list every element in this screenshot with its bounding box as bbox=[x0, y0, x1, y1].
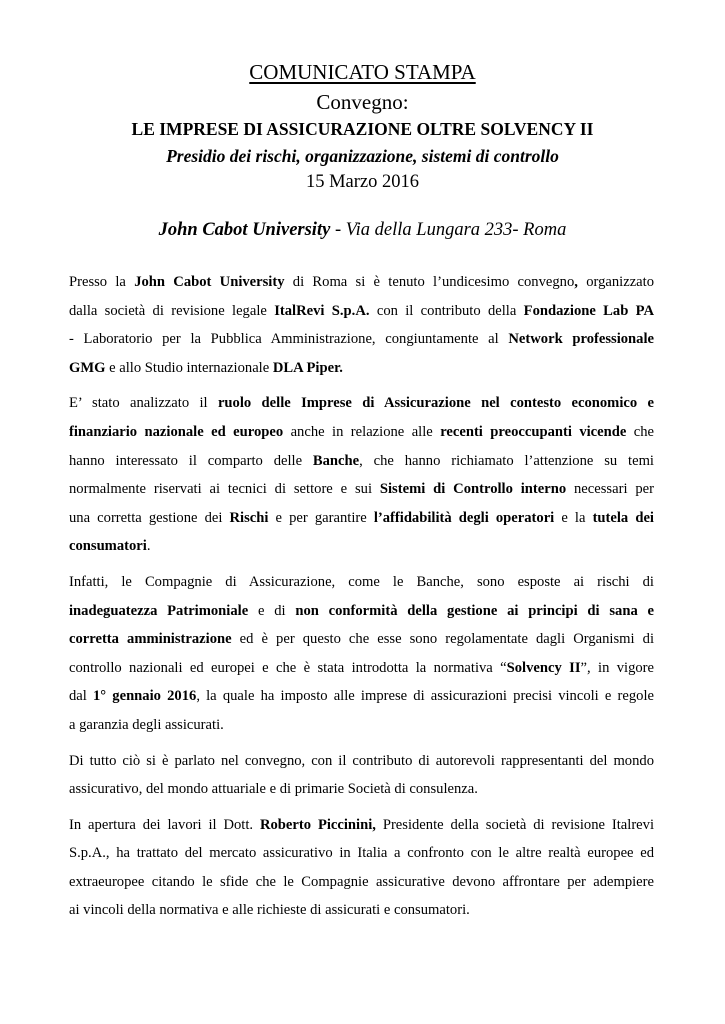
bold-text: Sistemi di Controllo interno bbox=[379, 481, 567, 498]
conference-date: 15 Marzo 2016 bbox=[305, 172, 420, 192]
text-run: . bbox=[146, 538, 151, 555]
bold-text: DLA Piper. bbox=[272, 359, 343, 376]
event-type: Convegno: bbox=[316, 90, 409, 114]
text-run: anche in relazione alle bbox=[283, 423, 441, 440]
bold-text: ItalRevi S.p.A. bbox=[274, 302, 370, 319]
text-run: dal bbox=[69, 688, 93, 705]
text-line bbox=[69, 475, 654, 504]
text-run: con il contributo della bbox=[369, 302, 524, 319]
text-run: normalmente riservati ai tecnici di settore e sui bbox=[69, 481, 380, 498]
text-run: S.p.A., ha trattato del mercato assicurativo in Italia a confronto con le altre realtà europee ed bbox=[69, 845, 654, 862]
text-line bbox=[69, 354, 654, 383]
text-run: E’ stato analizzato il bbox=[69, 395, 218, 412]
text-line bbox=[69, 504, 654, 533]
bold-text: Solvency II bbox=[506, 659, 581, 676]
text-run: organizzato bbox=[577, 274, 654, 290]
text-line bbox=[69, 625, 654, 654]
text-run: Presidente della società di revisione Italrevi bbox=[375, 816, 655, 833]
text-run: In apertura dei lavori il Dott. bbox=[69, 816, 260, 833]
venue-line bbox=[0, 220, 725, 241]
text-line bbox=[69, 654, 654, 683]
text-run: a garanzia degli assicurati. bbox=[69, 716, 224, 733]
bold-text: Rischi bbox=[229, 509, 269, 526]
bold-text: tutela dei bbox=[592, 509, 654, 526]
text-run: e di bbox=[248, 602, 296, 619]
text-line bbox=[69, 811, 654, 840]
text-line bbox=[69, 447, 654, 476]
bold-text: ruolo delle Imprese di Assicurazione nel contesto economico e bbox=[217, 395, 654, 412]
text-run: ai vincoli della normativa e alle richieste di assicurati e consumatori. bbox=[69, 902, 470, 919]
bold-text: Roberto Piccinini, bbox=[259, 816, 376, 833]
text-run: e allo Studio internazionale bbox=[105, 359, 273, 376]
text-run: e per garantire bbox=[268, 509, 374, 526]
press-release-label: COMUNICATO STAMPA bbox=[249, 60, 476, 84]
bold-text: , bbox=[574, 274, 578, 290]
bold-text: consumatori bbox=[69, 538, 147, 555]
text-line bbox=[69, 711, 654, 740]
bold-text: Fondazione Lab PA bbox=[523, 302, 655, 319]
text-run: di Roma si è tenuto l’undicesimo convegno bbox=[284, 274, 575, 290]
body-text bbox=[69, 268, 654, 932]
venue-name: John Cabot University bbox=[158, 220, 331, 240]
text-line bbox=[69, 747, 654, 776]
conference-subtitle: Presidio dei rischi, organizzazione, sistemi di controllo bbox=[166, 146, 559, 166]
text-run: assicurativo, del mondo attuariale e di primarie Società di consulenza. bbox=[69, 781, 478, 798]
bold-text: recenti preoccupanti vicende bbox=[440, 423, 627, 440]
text-line bbox=[69, 268, 654, 297]
text-run: , la quale ha imposto alle imprese di assicurazioni precisi vincoli e regole bbox=[196, 688, 654, 705]
text-line bbox=[69, 868, 654, 897]
bold-text: Banche bbox=[312, 452, 360, 469]
bold-text: non conformità della gestione ai principi di sana e bbox=[295, 602, 654, 619]
text-line bbox=[69, 532, 654, 561]
bold-text: finanziario nazionale ed europeo bbox=[69, 423, 284, 440]
text-run: e la bbox=[554, 509, 593, 526]
text-run: necessari per bbox=[566, 481, 654, 498]
text-line bbox=[69, 325, 654, 354]
text-line bbox=[69, 896, 654, 925]
text-run: ”, in vigore bbox=[580, 659, 655, 676]
bold-text: l’affidabilità degli operatori bbox=[373, 509, 555, 526]
text-run: controllo nazionali ed europei e che è stata introdotta la normativa “ bbox=[69, 659, 507, 676]
bold-text: corretta amministrazione bbox=[69, 631, 232, 648]
paragraph bbox=[69, 811, 654, 925]
text-line bbox=[69, 682, 654, 711]
text-run: hanno interessato il comparto delle bbox=[69, 452, 313, 469]
text-line bbox=[69, 389, 654, 418]
bold-text: Network professionale bbox=[508, 331, 655, 348]
text-run: Infatti, le Compagnie di Assicurazione, come le Banche, sono esposte ai rischi di bbox=[69, 573, 654, 590]
text-line bbox=[69, 597, 654, 626]
text-run: - Laboratorio per la Pubblica Amministrazione, congiuntamente al bbox=[69, 331, 509, 348]
text-run: Di tutto ciò si è parlato nel convegno, con il contributo di autorevoli rappresentanti del mondo bbox=[69, 752, 654, 769]
venue-address: - Via della Lungara 233- Roma bbox=[330, 220, 567, 240]
text-run: Presso la bbox=[69, 274, 135, 290]
text-run: ed è per questo che esse sono regolamentate dagli Organismi di bbox=[231, 631, 654, 648]
text-line bbox=[69, 775, 654, 804]
bold-text: GMG bbox=[69, 359, 106, 376]
text-line bbox=[69, 297, 654, 326]
text-line bbox=[69, 839, 654, 868]
text-run: extraeuropee citando le sfide che le Compagnie assicurative devono affrontare per adempiere bbox=[69, 873, 654, 890]
bold-text: John Cabot University bbox=[134, 274, 285, 290]
text-run: una corretta gestione dei bbox=[69, 509, 230, 526]
paragraph bbox=[69, 747, 654, 804]
text-line bbox=[69, 568, 654, 597]
text-run: dalla società di revisione legale bbox=[69, 302, 275, 319]
text-run: , che hanno richiamato l’attenzione su temi bbox=[359, 452, 654, 469]
text-line bbox=[69, 418, 654, 447]
paragraph bbox=[69, 268, 654, 382]
conference-title: LE IMPRESE DI ASSICURAZIONE OLTRE SOLVENCY II bbox=[131, 119, 594, 139]
paragraph bbox=[69, 389, 654, 561]
text-run: che bbox=[626, 423, 655, 440]
bold-text: inadeguatezza Patrimoniale bbox=[69, 602, 249, 619]
bold-text: 1° gennaio 2016 bbox=[93, 688, 197, 705]
paragraph bbox=[69, 568, 654, 740]
